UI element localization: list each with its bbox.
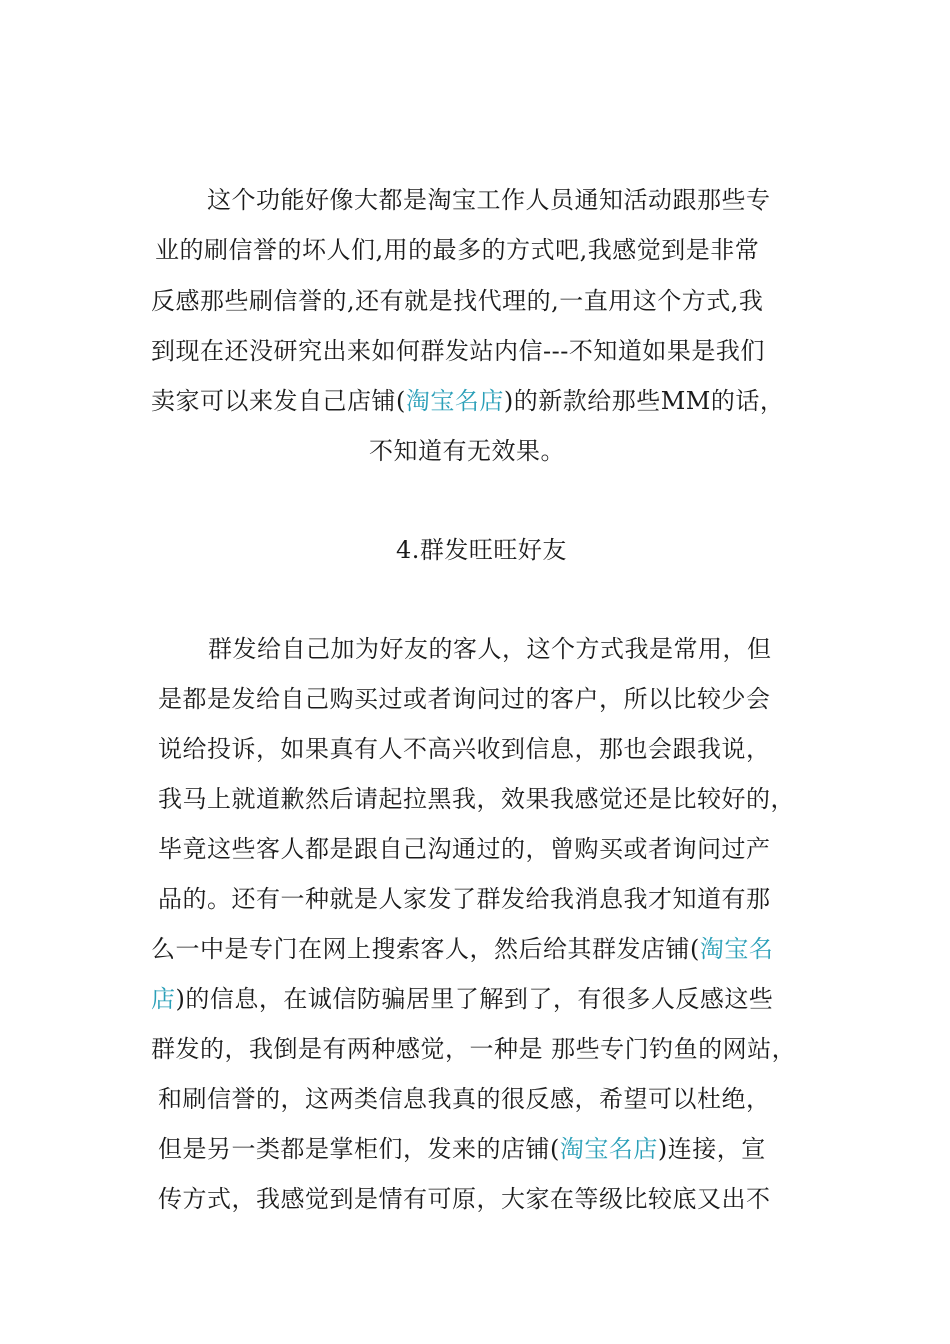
text-run: 不知道有无效果。 — [369, 437, 565, 465]
store-link[interactable]: 淘宝名店 — [559, 1135, 658, 1163]
text-run: 群发给自己加为好友的客人，这个方式我是常用，但 — [208, 635, 772, 663]
text-run: 是都是发给自己购买过或者询问过的客户，所以比较少会 — [158, 685, 771, 713]
text-run: 么一中是专门在网上搜索客人，然后给其群发店铺( — [151, 935, 700, 963]
text-line — [158, 784, 795, 814]
text-line — [151, 934, 773, 964]
text-run: 卖家可以来发自己店铺( — [151, 387, 406, 415]
text-run: 这个功能好像大都是淘宝工作人员通知活动跟那些专 — [207, 186, 771, 214]
text-line — [155, 235, 759, 265]
text-line — [158, 684, 771, 714]
text-line — [151, 984, 773, 1014]
text-line — [369, 436, 565, 466]
text-line — [151, 286, 763, 316]
text-run: 毕竟这些客人都是跟自己沟通过的，曾购买或者询问过产 — [158, 835, 771, 863]
text-line — [158, 1184, 771, 1214]
text-run: 说给投诉，如果真有人不高兴收到信息，那也会跟我说， — [158, 735, 771, 763]
text-line — [158, 734, 771, 764]
store-link[interactable]: 淘宝名 — [699, 935, 774, 963]
text-run: 和刷信誉的，这两类信息我真的很反感，希望可以杜绝， — [158, 1085, 771, 1113]
text-line — [158, 1134, 766, 1164]
section-heading: 4.群发旺旺好友 — [396, 536, 567, 564]
text-run: )连接，宣 — [657, 1135, 766, 1163]
text-line — [158, 1084, 771, 1114]
text-run: 反感那些刷信誉的,还有就是找代理的,一直用这个方式,我 — [151, 287, 764, 315]
text-run: )的新款给那些MM的话， — [503, 387, 785, 415]
text-run: 但是另一类都是掌柜们，发来的店铺( — [158, 1135, 560, 1163]
text-line — [151, 336, 765, 366]
text-run: 到现在还没研究出来如何群发站内信---不知道如果是我们 — [151, 337, 765, 365]
text-line — [158, 884, 771, 914]
text-run: )的信息，在诚信防骗居里了解到了，有很多人反感这些 — [175, 985, 774, 1013]
text-line — [151, 1034, 796, 1064]
text-line — [158, 834, 771, 864]
store-link[interactable]: 淘宝名店 — [405, 387, 504, 415]
text-run: 品的。还有一种就是人家发了群发给我消息我才知道有那 — [158, 885, 771, 913]
text-run: 传方式，我感觉到是情有可原，大家在等级比较底又出不 — [158, 1185, 771, 1213]
text-run: 业的刷信誉的坏人们,用的最多的方式吧,我感觉到是非常 — [155, 236, 760, 264]
text-line — [207, 185, 771, 215]
text-run: 我马上就道歉然后请起拉黑我，效果我感觉还是比较好的， — [158, 785, 795, 813]
text-line — [151, 386, 784, 416]
text-line — [208, 634, 772, 664]
text-run: 群发的，我倒是有两种感觉，一种是 那些专门钓鱼的网站， — [151, 1035, 797, 1063]
store-link[interactable]: 店 — [151, 985, 176, 1013]
